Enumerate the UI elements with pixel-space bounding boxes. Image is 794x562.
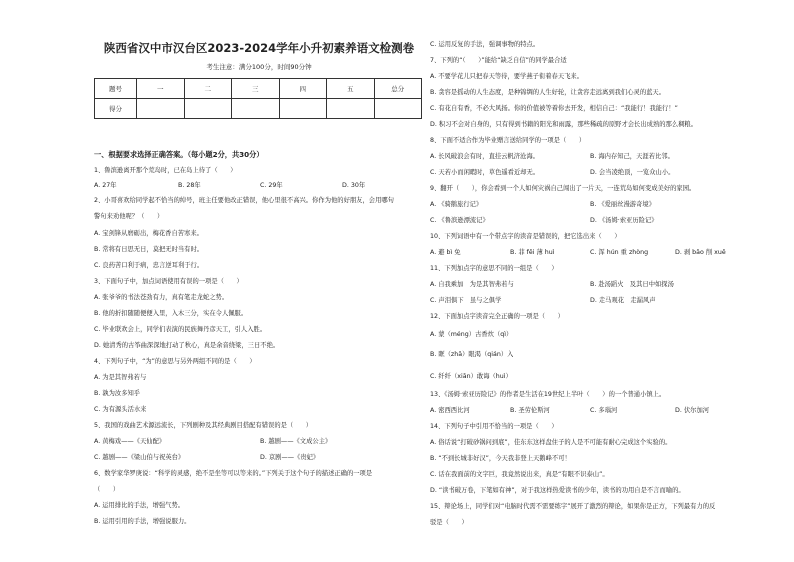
option: A. 27年 (94, 182, 117, 189)
option: D. 《汤姆·索亚历险记》 (590, 217, 658, 224)
question-line: 11、下列加点字的意思不同的一组是（ ） (430, 265, 558, 272)
option-line: A. 俗话说“打破砂锅问到底”，佳东东这样盘住子的人是不可能有耐心完成这个实验的。 (430, 439, 672, 446)
score-table-header-row (95, 79, 422, 99)
option: B. 赴汤蹈火 及其日中如探汤 (590, 281, 674, 288)
question-line: 13、《汤姆·索亚历险记》的作者是生活在19世纪上半叶（ ）的一个普通小镇上。 (430, 391, 666, 398)
option: D. 30年 (342, 182, 366, 189)
option-line: A. 张爷爷的书法苍劲有力，真有笔走龙蛇之势。 (94, 294, 229, 301)
option-row (430, 248, 748, 257)
score-input-cell[interactable] (374, 99, 422, 119)
option: A. 密西西比河 (430, 407, 470, 414)
score-table (94, 78, 422, 119)
exam-notice: 考生注意：满分100分，时间90分钟 (206, 63, 312, 71)
option: C. 29年 (260, 182, 283, 189)
exam-title: 陕西省汉中市汉台区2023-2024学年小升初素养语文检测卷 (103, 41, 415, 55)
option-row (430, 200, 748, 209)
option: A. 长风破浪会有时，直挂云帆济沧海。 (430, 153, 539, 160)
question-line: 3、下面句子中，加点词语使用有误的一项是（ ） (94, 278, 243, 285)
option-line: A. 不要学花儿只把春天等待，要学燕子衔着春天飞来。 (430, 73, 584, 80)
question-line: （ ） (94, 486, 120, 493)
question-line: 12、下面加点字读音完全正确的一项是（ ） (430, 313, 564, 320)
option: D. 伏尔加河 (675, 407, 710, 414)
score-input-cell[interactable] (279, 99, 327, 119)
score-cell: 一 (137, 79, 185, 99)
option-line: B. 他的折扣随随便便入里，入木三分，实在令人佩服。 (94, 310, 248, 317)
score-cell: 四 (279, 79, 327, 99)
question-line: 10、下列词语中有一个带点字的读音是错误的，把它选出来（ ） (430, 233, 621, 240)
option-row (430, 280, 748, 289)
option-row (430, 168, 748, 177)
option: A. 自我乘加 为是其智弗若与 (430, 281, 514, 288)
option-line: A. 为是其智弗若与 (94, 374, 147, 381)
option-row (430, 296, 748, 305)
option-line: C. 话在我面前的文字巨，我竟然说出来，真是“有眼不识泰山”。 (430, 471, 609, 478)
option-row (94, 453, 424, 462)
option-line: D. 她清秀的古筝曲深深地打动了秋心，真是余音绕梁，三日不绝。 (94, 342, 280, 349)
option: B. 《爱丽丝漫游奇境》 (590, 201, 655, 208)
option-line: B. 孰为汝多知乎 (94, 390, 141, 397)
option-line: B. 常将有日思无日，莫把无时当有时。 (94, 246, 204, 253)
option: B. 28年 (178, 182, 201, 189)
option-line: B. 运用引用的手法，增强说服力。 (94, 518, 191, 525)
question-line: 驳是（ ） (430, 519, 468, 526)
option-row (430, 406, 748, 415)
option: C. 《鲁滨逊漂流记》 (430, 217, 489, 224)
score-cell: 三 (232, 79, 280, 99)
question-line: 6、数学家华罗庚说：“科学的灵感，绝不是坐等可以等来的。”下列关于这个句子的描述正确的一项是 (94, 470, 373, 477)
question-line: 15、辩论场上，同学们对“电脑时代需不需要练字”展开了激烈的辩论，如果你是正方，下列最有力的反 (430, 503, 716, 510)
option: D. 会当凌绝顶，一览众山小。 (590, 169, 675, 176)
option: C. 声泪俱下 虽与之俱学 (430, 297, 502, 304)
option-line: C. 为有源头活水来 (94, 406, 147, 413)
score-cell: 二 (184, 79, 232, 99)
score-table-score-row (95, 99, 422, 119)
option: A. 避 bì 免 (430, 249, 461, 256)
question-line: 警句来劝他呢？（ ） (94, 213, 164, 220)
option-line: A. 宝剑锋从磨砺出，梅花香自苦寒来。 (94, 230, 203, 237)
question-line: 8、下面不适合作为毕业赠言送给同学的一项是（ ） (430, 137, 586, 144)
option: D. 剥 bāo 削 xuē (675, 249, 726, 256)
option-line: D. “读书破万卷，下笔如有神”，对于我这样热爱读书的少年，读书的功用自是不言而喻的。 (430, 487, 685, 494)
option-line: C. 运用反复的手法，强调事物的特点。 (430, 41, 540, 48)
option: D. 走马观花 走漏风声 (590, 297, 656, 304)
option-row (94, 181, 424, 190)
score-input-cell[interactable] (232, 99, 280, 119)
option-line: A. 蒙（méng）古香炊（qì） (430, 331, 513, 338)
option-line: C. 毕业联欢会上，同学们表演的民族舞丹彦天工，引人入胜。 (94, 326, 267, 333)
score-input-cell[interactable] (327, 99, 375, 119)
score-cell: 总分 (374, 79, 422, 99)
question-line: 4、下列句子中，“为”的意思与另外两组不同的是（ ） (94, 358, 256, 365)
score-input-cell[interactable] (184, 99, 232, 119)
option: C. 天若小而闲暇时，草色遥看近却无。 (430, 169, 540, 176)
question-line: 5、我国的戏曲艺术源远流长，下列剧种及其经典剧目搭配有错误的是（ ） (94, 422, 313, 429)
option: B. 菲 fēi 薄 huì (510, 249, 555, 256)
option: C. 越剧——《梁山伯与祝英台》 (94, 454, 185, 461)
option-line: C. 纤纤（xiān）敢诲（huì） (430, 373, 512, 380)
option-line: A. 运用排比的手法，增强气势。 (94, 502, 185, 509)
option-row (430, 216, 748, 225)
option: D. 京剧——《贵妃》 (260, 454, 320, 461)
question-line: 1、鲁滨逊离开那个荒岛时，已在岛上待了（ ） (94, 167, 237, 174)
score-cell: 五 (327, 79, 375, 99)
option-row (430, 152, 748, 161)
question-line: 14、下列句子中引用不恰当的一项是（ ） (430, 423, 558, 430)
option: C. 多瑙河 (590, 407, 618, 414)
score-cell: 得分 (95, 99, 137, 119)
question-line: 2、小哥喜欢给同学起不恰当的绰号，班主任要他改正错误，他心里很不高兴。你作为他的好朋友，会用哪句 (94, 197, 394, 204)
question-line: 7、下列的“（ ）”能给“缺乏自信”的同学最合适 (430, 57, 567, 64)
option: B. 圣劳伦斯河 (510, 407, 550, 414)
question-line: 9、翻开（ ），你会看到一个人如何灾祸自己闯出了一片天，一连荒岛如何变成美好的家园。 (430, 185, 696, 192)
option-line: B. 贪容是摇动的人生态度，是种锦绸的人生好轮，让贪容走远离到我们心灵的蓝天。 (430, 89, 666, 96)
option-line: C. 有花自有香，不必大风扬。你的价值被等着你去开发，相信自己：“我能行！我能行！” (430, 105, 678, 112)
score-input-cell[interactable] (137, 99, 185, 119)
option: B. 海内存知己，天涯若比邻。 (590, 153, 674, 160)
option: A. 黄梅戏——《天仙配》 (94, 438, 166, 445)
option-line: B. 眶（zhā）眼渴（qián）入 (430, 351, 514, 358)
option: A. 《骑鹅旅行记》 (430, 201, 483, 208)
option-line: C. 良药苦口利于病，忠言逆耳利于行。 (94, 262, 204, 269)
option-line: D. 积习不会对自身的，只有得到书籍的阳光和雨露，那些稀疏的原野才会长出成熟的那么稠粮。 (430, 121, 698, 128)
option-row (94, 437, 424, 446)
section-heading: 一、根据要求选择正确答案。（每小题2分，共30分） (94, 150, 264, 159)
option: B. 越剧——《文成公主》 (260, 438, 332, 445)
option-line: B. “不到长城非好汉”，今天我非登上天鹅峰不可！ (430, 455, 571, 462)
score-cell: 题号 (95, 79, 137, 99)
option: C. 浑 hún 重 zhòng (590, 249, 649, 256)
